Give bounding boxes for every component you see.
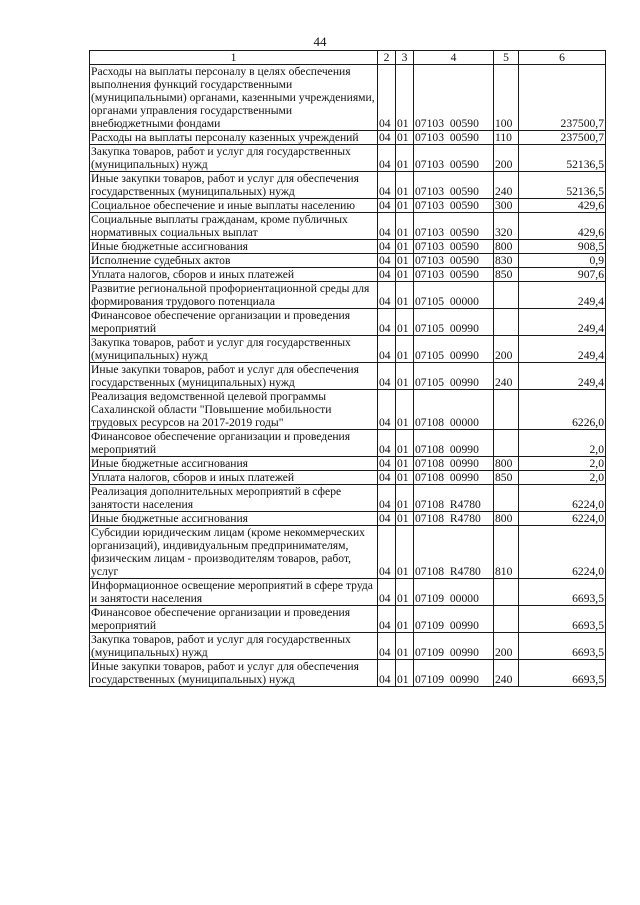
row-subsection-code: 01 xyxy=(396,660,414,687)
row-amount: 6693,5 xyxy=(519,660,606,687)
row-amount: 237500,7 xyxy=(519,131,606,145)
row-name: Иные закупки товаров, работ и услуг для обеспечения государственных (муниципальных) нужд xyxy=(90,363,378,390)
row-section-code: 04 xyxy=(378,457,396,471)
row-subsection-code: 01 xyxy=(396,633,414,660)
table-row xyxy=(90,606,606,633)
row-subsection-code: 01 xyxy=(396,213,414,240)
row-expense-type-code: 810 xyxy=(494,526,519,579)
table-row xyxy=(90,268,606,282)
table-row xyxy=(90,145,606,172)
table-body xyxy=(90,65,606,687)
row-target-article-code: 07105 00000 xyxy=(414,282,494,309)
row-subsection-code: 01 xyxy=(396,363,414,390)
row-section-code: 04 xyxy=(378,633,396,660)
row-subsection-code: 01 xyxy=(396,336,414,363)
row-name: Развитие региональной профориентационной среды для формирования трудового потенциала xyxy=(90,282,378,309)
row-subsection-code: 01 xyxy=(396,240,414,254)
row-subsection-code: 01 xyxy=(396,268,414,282)
row-subsection-code: 01 xyxy=(396,131,414,145)
row-target-article-code: 07108 R4780 xyxy=(414,512,494,526)
row-section-code: 04 xyxy=(378,512,396,526)
table-row xyxy=(90,65,606,131)
row-amount: 249,4 xyxy=(519,363,606,390)
row-name: Иные закупки товаров, работ и услуг для обеспечения государственных (муниципальных) нужд xyxy=(90,172,378,199)
row-amount: 249,4 xyxy=(519,309,606,336)
row-expense-type-code: 200 xyxy=(494,336,519,363)
row-target-article-code: 07109 00000 xyxy=(414,579,494,606)
row-expense-type-code xyxy=(494,579,519,606)
row-name: Иные бюджетные ассигнования xyxy=(90,240,378,254)
row-name: Закупка товаров, работ и услуг для государственных (муниципальных) нужд xyxy=(90,633,378,660)
row-section-code: 04 xyxy=(378,430,396,457)
row-amount: 2,0 xyxy=(519,430,606,457)
row-name: Уплата налогов, сборов и иных платежей xyxy=(90,268,378,282)
row-subsection-code: 01 xyxy=(396,309,414,336)
row-amount: 6224,0 xyxy=(519,526,606,579)
row-amount: 237500,7 xyxy=(519,65,606,131)
row-amount: 6693,5 xyxy=(519,579,606,606)
row-expense-type-code: 240 xyxy=(494,660,519,687)
row-target-article-code: 07108 R4780 xyxy=(414,526,494,579)
row-name: Уплата налогов, сборов и иных платежей xyxy=(90,471,378,485)
row-amount: 249,4 xyxy=(519,336,606,363)
table-row xyxy=(90,213,606,240)
row-amount: 908,5 xyxy=(519,240,606,254)
row-section-code: 04 xyxy=(378,471,396,485)
row-target-article-code: 07103 00590 xyxy=(414,268,494,282)
row-expense-type-code xyxy=(494,485,519,512)
row-subsection-code: 01 xyxy=(396,485,414,512)
row-section-code: 04 xyxy=(378,65,396,131)
row-subsection-code: 01 xyxy=(396,145,414,172)
table-row xyxy=(90,526,606,579)
row-amount: 249,4 xyxy=(519,282,606,309)
table-row xyxy=(90,172,606,199)
row-section-code: 04 xyxy=(378,145,396,172)
row-subsection-code: 01 xyxy=(396,512,414,526)
row-name: Иные бюджетные ассигнования xyxy=(90,457,378,471)
row-section-code: 04 xyxy=(378,363,396,390)
row-expense-type-code: 200 xyxy=(494,633,519,660)
column-header: 5 xyxy=(494,51,519,65)
row-subsection-code: 01 xyxy=(396,282,414,309)
row-target-article-code: 07103 00590 xyxy=(414,199,494,213)
row-name: Расходы на выплаты персоналу в целях обеспечения выполнения функций государственными (муниципальными) органами, казенными учреждениями, органами управления государственными внебюджетными фондами xyxy=(90,65,378,131)
table-row xyxy=(90,240,606,254)
table-row xyxy=(90,430,606,457)
row-expense-type-code: 240 xyxy=(494,363,519,390)
table-row xyxy=(90,485,606,512)
row-name: Финансовое обеспечение организации и проведения мероприятий xyxy=(90,430,378,457)
row-name: Социальные выплаты гражданам, кроме публичных нормативных социальных выплат xyxy=(90,213,378,240)
row-amount: 0,9 xyxy=(519,254,606,268)
row-subsection-code: 01 xyxy=(396,606,414,633)
row-expense-type-code xyxy=(494,430,519,457)
row-target-article-code: 07103 00590 xyxy=(414,172,494,199)
row-amount: 429,6 xyxy=(519,199,606,213)
column-header: 2 xyxy=(378,51,396,65)
row-target-article-code: 07108 00990 xyxy=(414,471,494,485)
row-name: Реализация дополнительных мероприятий в сфере занятости населения xyxy=(90,485,378,512)
table-row xyxy=(90,309,606,336)
row-target-article-code: 07109 00990 xyxy=(414,660,494,687)
row-name: Социальное обеспечение и иные выплаты населению xyxy=(90,199,378,213)
row-name: Финансовое обеспечение организации и проведения мероприятий xyxy=(90,309,378,336)
table-row xyxy=(90,390,606,430)
row-expense-type-code: 850 xyxy=(494,268,519,282)
row-target-article-code: 07109 00990 xyxy=(414,606,494,633)
row-amount: 6226,0 xyxy=(519,390,606,430)
row-subsection-code: 01 xyxy=(396,471,414,485)
row-name: Информационное освещение мероприятий в сфере труда и занятости населения xyxy=(90,579,378,606)
row-target-article-code: 07109 00990 xyxy=(414,633,494,660)
column-header: 4 xyxy=(414,51,494,65)
table-row xyxy=(90,363,606,390)
row-expense-type-code: 320 xyxy=(494,213,519,240)
row-subsection-code: 01 xyxy=(396,390,414,430)
row-section-code: 04 xyxy=(378,254,396,268)
row-section-code: 04 xyxy=(378,172,396,199)
row-amount: 6224,0 xyxy=(519,512,606,526)
table-row xyxy=(90,336,606,363)
row-expense-type-code: 800 xyxy=(494,240,519,254)
row-amount: 6224,0 xyxy=(519,485,606,512)
row-subsection-code: 01 xyxy=(396,199,414,213)
row-target-article-code: 07105 00990 xyxy=(414,309,494,336)
row-target-article-code: 07105 00990 xyxy=(414,336,494,363)
row-target-article-code: 07103 00590 xyxy=(414,131,494,145)
table-row xyxy=(90,471,606,485)
row-amount: 52136,5 xyxy=(519,145,606,172)
row-name: Иные бюджетные ассигнования xyxy=(90,512,378,526)
column-header: 1 xyxy=(90,51,378,65)
row-name: Расходы на выплаты персоналу казенных учреждений xyxy=(90,131,378,145)
row-target-article-code: 07108 00000 xyxy=(414,390,494,430)
row-amount: 6693,5 xyxy=(519,633,606,660)
table-header xyxy=(90,51,606,65)
row-section-code: 04 xyxy=(378,390,396,430)
row-expense-type-code xyxy=(494,606,519,633)
table-row xyxy=(90,633,606,660)
table-row xyxy=(90,254,606,268)
row-name: Субсидии юридическим лицам (кроме некоммерческих организаций), индивидуальным предпринимателям, физическим лицам - производителям товаров, работ, услуг xyxy=(90,526,378,579)
row-section-code: 04 xyxy=(378,660,396,687)
row-subsection-code: 01 xyxy=(396,457,414,471)
row-target-article-code: 07105 00990 xyxy=(414,363,494,390)
row-subsection-code: 01 xyxy=(396,254,414,268)
row-name: Закупка товаров, работ и услуг для государственных (муниципальных) нужд xyxy=(90,145,378,172)
row-subsection-code: 01 xyxy=(396,430,414,457)
row-expense-type-code xyxy=(494,309,519,336)
page-number: 44 xyxy=(313,34,327,49)
row-expense-type-code: 800 xyxy=(494,457,519,471)
table-row xyxy=(90,199,606,213)
row-section-code: 04 xyxy=(378,336,396,363)
row-target-article-code: 07103 00590 xyxy=(414,145,494,172)
table-row xyxy=(90,457,606,471)
row-section-code: 04 xyxy=(378,213,396,240)
table-row xyxy=(90,660,606,687)
row-target-article-code: 07108 00990 xyxy=(414,430,494,457)
row-expense-type-code: 800 xyxy=(494,512,519,526)
row-section-code: 04 xyxy=(378,268,396,282)
row-expense-type-code: 110 xyxy=(494,131,519,145)
row-section-code: 04 xyxy=(378,199,396,213)
row-section-code: 04 xyxy=(378,606,396,633)
row-subsection-code: 01 xyxy=(396,579,414,606)
row-target-article-code: 07108 R4780 xyxy=(414,485,494,512)
row-target-article-code: 07103 00590 xyxy=(414,254,494,268)
row-amount: 2,0 xyxy=(519,471,606,485)
header-row xyxy=(90,51,606,65)
row-name: Иные закупки товаров, работ и услуг для обеспечения государственных (муниципальных) нужд xyxy=(90,660,378,687)
row-section-code: 04 xyxy=(378,131,396,145)
row-expense-type-code: 100 xyxy=(494,65,519,131)
column-header: 6 xyxy=(519,51,606,65)
row-target-article-code: 07103 00590 xyxy=(414,65,494,131)
row-expense-type-code: 200 xyxy=(494,145,519,172)
row-expense-type-code: 300 xyxy=(494,199,519,213)
row-subsection-code: 01 xyxy=(396,65,414,131)
row-expense-type-code: 850 xyxy=(494,471,519,485)
row-target-article-code: 07103 00590 xyxy=(414,213,494,240)
row-section-code: 04 xyxy=(378,579,396,606)
table-row xyxy=(90,512,606,526)
budget-table xyxy=(89,50,606,687)
row-section-code: 04 xyxy=(378,309,396,336)
row-section-code: 04 xyxy=(378,526,396,579)
table-row xyxy=(90,131,606,145)
row-subsection-code: 01 xyxy=(396,172,414,199)
row-expense-type-code: 830 xyxy=(494,254,519,268)
row-name: Финансовое обеспечение организации и проведения мероприятий xyxy=(90,606,378,633)
row-expense-type-code xyxy=(494,390,519,430)
row-amount: 2,0 xyxy=(519,457,606,471)
row-expense-type-code: 240 xyxy=(494,172,519,199)
row-name: Исполнение судебных актов xyxy=(90,254,378,268)
row-target-article-code: 07103 00590 xyxy=(414,240,494,254)
row-amount: 429,6 xyxy=(519,213,606,240)
row-amount: 6693,5 xyxy=(519,606,606,633)
row-section-code: 04 xyxy=(378,282,396,309)
row-section-code: 04 xyxy=(378,485,396,512)
row-subsection-code: 01 xyxy=(396,526,414,579)
row-target-article-code: 07108 00990 xyxy=(414,457,494,471)
row-amount: 52136,5 xyxy=(519,172,606,199)
table-row xyxy=(90,579,606,606)
table-row xyxy=(90,282,606,309)
row-expense-type-code xyxy=(494,282,519,309)
row-section-code: 04 xyxy=(378,240,396,254)
row-amount: 907,6 xyxy=(519,268,606,282)
row-name: Реализация ведомственной целевой программы Сахалинской области "Повышение мобильности трудовых ресурсов на 2017-2019 годы" xyxy=(90,390,378,430)
row-name: Закупка товаров, работ и услуг для государственных (муниципальных) нужд xyxy=(90,336,378,363)
column-header: 3 xyxy=(396,51,414,65)
